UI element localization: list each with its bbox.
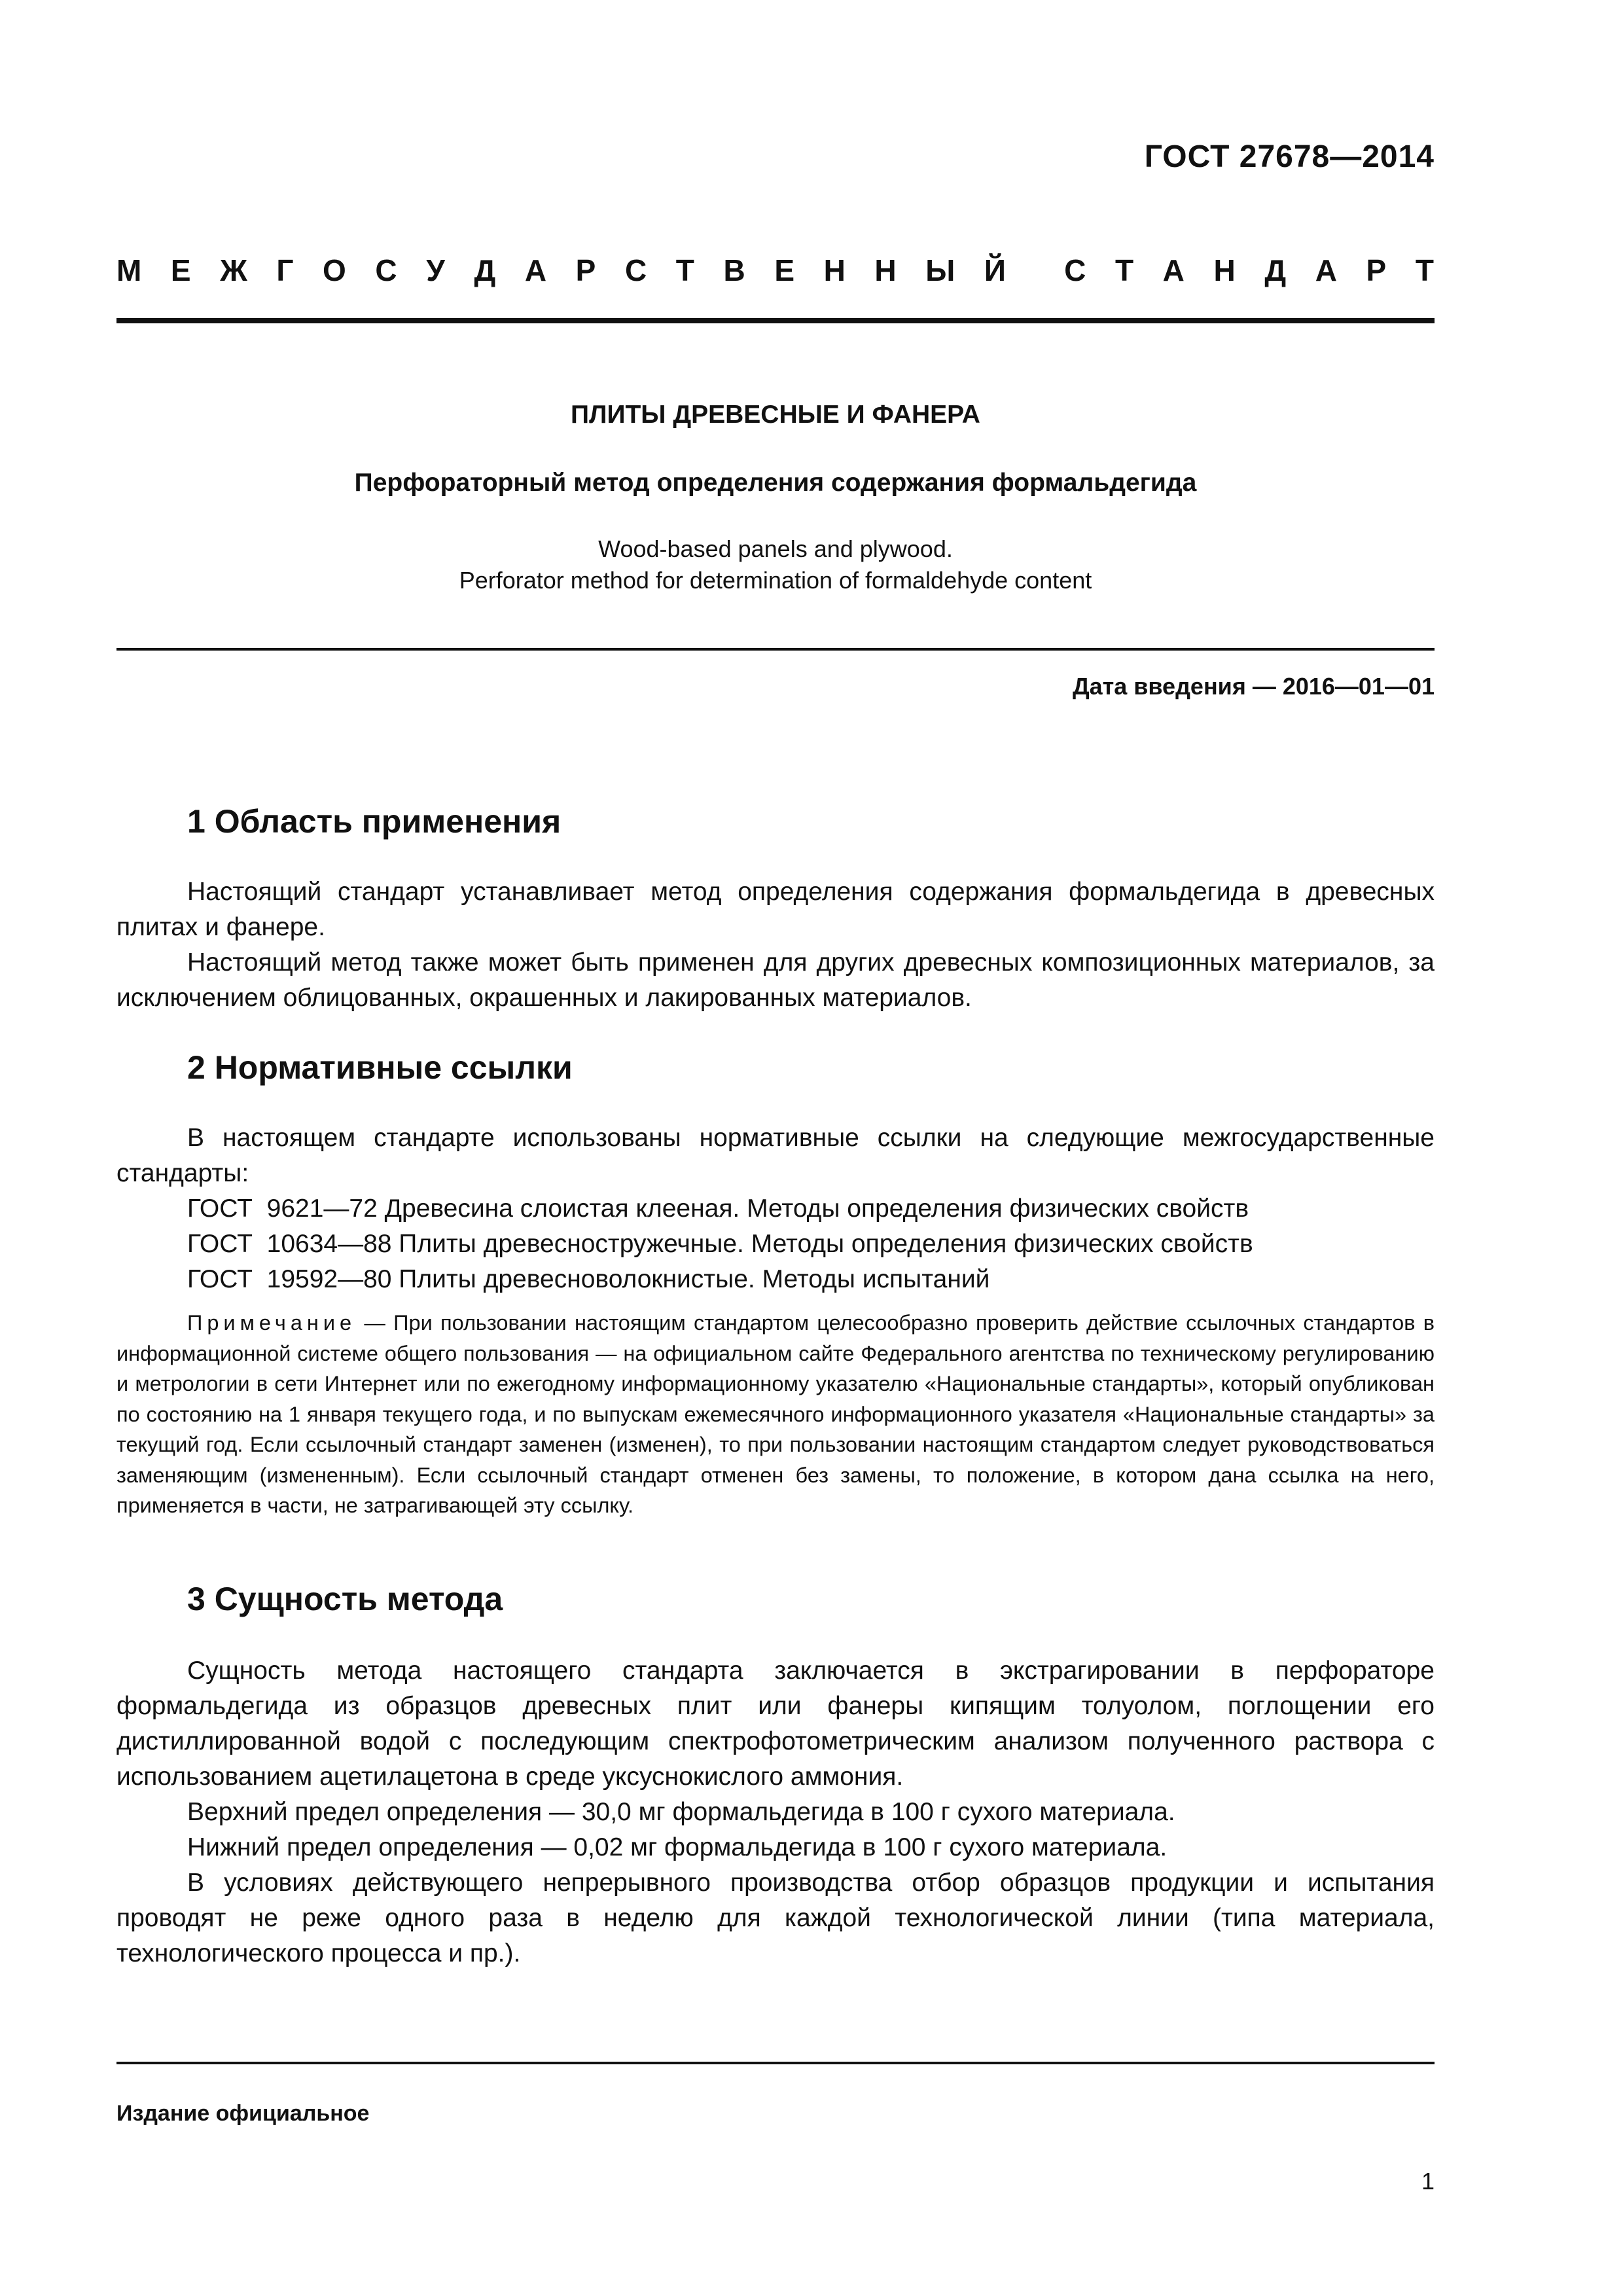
section-1-heading: 1 Область применения <box>187 803 562 840</box>
introduction-date: Дата введения — 2016—01—01 <box>1072 673 1435 700</box>
official-edition-label: Издание официальное <box>116 2101 370 2126</box>
english-title-line-2: Perforator method for determination of formaldehyde content <box>459 567 1092 594</box>
note-text: — При пользовании настоящим стандартом целесообразно проверить действие ссылочных стандартов в информационной системе общего пользования — на официальном сайте Федерального агентства по техническому регулированию и метрологии в сети Интернет или по ежегодному информационному указателю «Национальные стандарты», который опубликован по состоянию на 1 января текущего года, и по выпускам ежемесячного информационного указателя «Национальные стандарты» за текущий год. Если ссылочный стандарт заменен (изменен), то при пользовании настоящим стандартом следует руководствоваться заменяющим (измененным). Если ссылочный стандарт отменен без замены, то положение, в котором дана ссылка на него, применяется в части, не затрагивающей эту ссылку. <box>116 1311 1435 1517</box>
document-title: ПЛИТЫ ДРЕВЕСНЫЕ И ФАНЕРА <box>571 401 980 429</box>
doc-kind-letter: Ж <box>220 253 247 287</box>
document-number: ГОСТ 27678—2014 <box>1144 139 1435 174</box>
note-label: Примечание <box>187 1311 357 1335</box>
document-subtitle: Перфораторный метод определения содержания формальдегида <box>354 469 1197 497</box>
section-3-heading: 3 Сущность метода <box>187 1581 503 1617</box>
doc-kind-letter: Д <box>1264 253 1287 287</box>
section-3-paragraph-3: Нижний предел определения — 0,02 мг формальдегида в 100 г сухого материала. <box>187 1833 1168 1861</box>
doc-kind-letter: У <box>426 253 445 287</box>
doc-kind-letter: А <box>1162 253 1185 287</box>
section-1-paragraph-2: Настоящий метод также может быть применен для других древесных композиционных материалов, за исключением облицованных, окрашенных и лакированных материалов. <box>116 948 1435 1012</box>
section-3-paragraph-1: Сущность метода настоящего стандарта заключается в экстрагировании в перфораторе формальдегида из образцов древесных плит или фанеры кипящим толуолом, поглощении его дистиллированной водой с последующим спектрофотометрическим анализом полученного раствора с использованием ацетилацетона в среде уксуснокислого аммония. <box>116 1657 1435 1791</box>
doc-kind-letter: Н <box>823 253 846 287</box>
doc-kind-letter: С <box>624 253 647 287</box>
doc-kind-letter: Д <box>474 253 496 287</box>
doc-kind-letter: Н <box>1213 253 1236 287</box>
page-number: 1 <box>1421 2168 1435 2195</box>
doc-kind-letter: В <box>723 253 745 287</box>
section-3-paragraph-4: В условиях действующего непрерывного производства отбор образцов продукции и испытания проводят не реже одного раза в неделю для каждой технологической линии (типа материала, технологического процесса и пр.). <box>116 1869 1435 1967</box>
doc-kind-letter: С <box>1064 253 1086 287</box>
normative-reference: ГОСТ 9621—72 Древесина слоистая клееная. Методы определения физических свойств <box>187 1194 1249 1223</box>
section-2-paragraph-1: В настоящем стандарте использованы нормативные ссылки на следующие межгосударственные стандарты: <box>116 1124 1435 1187</box>
doc-kind-letter: Т <box>1115 253 1134 287</box>
header-rule <box>116 318 1435 323</box>
doc-kind-letter: Т <box>675 253 694 287</box>
title-rule <box>116 648 1435 651</box>
normative-reference: ГОСТ 10634—88 Плиты древесностружечные. Методы определения физических свойств <box>187 1230 1253 1258</box>
doc-kind-letter: Р <box>1366 253 1387 287</box>
section-1-paragraph-1: Настоящий стандарт устанавливает метод определения содержания формальдегида в древесных плитах и фанере. <box>116 878 1435 941</box>
doc-kind-letter: Ы <box>925 253 955 287</box>
doc-kind-letter: Т <box>1415 253 1434 287</box>
doc-kind-letter: А <box>524 253 547 287</box>
section-3-paragraph-2: Верхний предел определения — 30,0 мг формальдегида в 100 г сухого материала. <box>187 1798 1175 1826</box>
footer-rule <box>116 2062 1435 2064</box>
doc-kind-letter: М <box>116 253 142 287</box>
doc-kind-letter: О <box>323 253 346 287</box>
doc-kind-letter: Й <box>984 253 1006 287</box>
document-kind-heading <box>116 253 1434 288</box>
doc-kind-letter: А <box>1315 253 1337 287</box>
doc-kind-letter: Н <box>874 253 897 287</box>
doc-kind-letter: С <box>375 253 397 287</box>
section-2-heading: 2 Нормативные ссылки <box>187 1049 573 1086</box>
english-title-line-1: Wood-based panels and plywood. <box>598 535 953 562</box>
doc-kind-letter: Е <box>170 253 191 287</box>
doc-kind-letter: Р <box>575 253 596 287</box>
section-2-note <box>116 1308 1435 1521</box>
doc-kind-letter: Е <box>774 253 794 287</box>
doc-kind-letter: Г <box>276 253 294 287</box>
normative-reference: ГОСТ 19592—80 Плиты древесноволокнистые. Методы испытаний <box>187 1265 990 1293</box>
